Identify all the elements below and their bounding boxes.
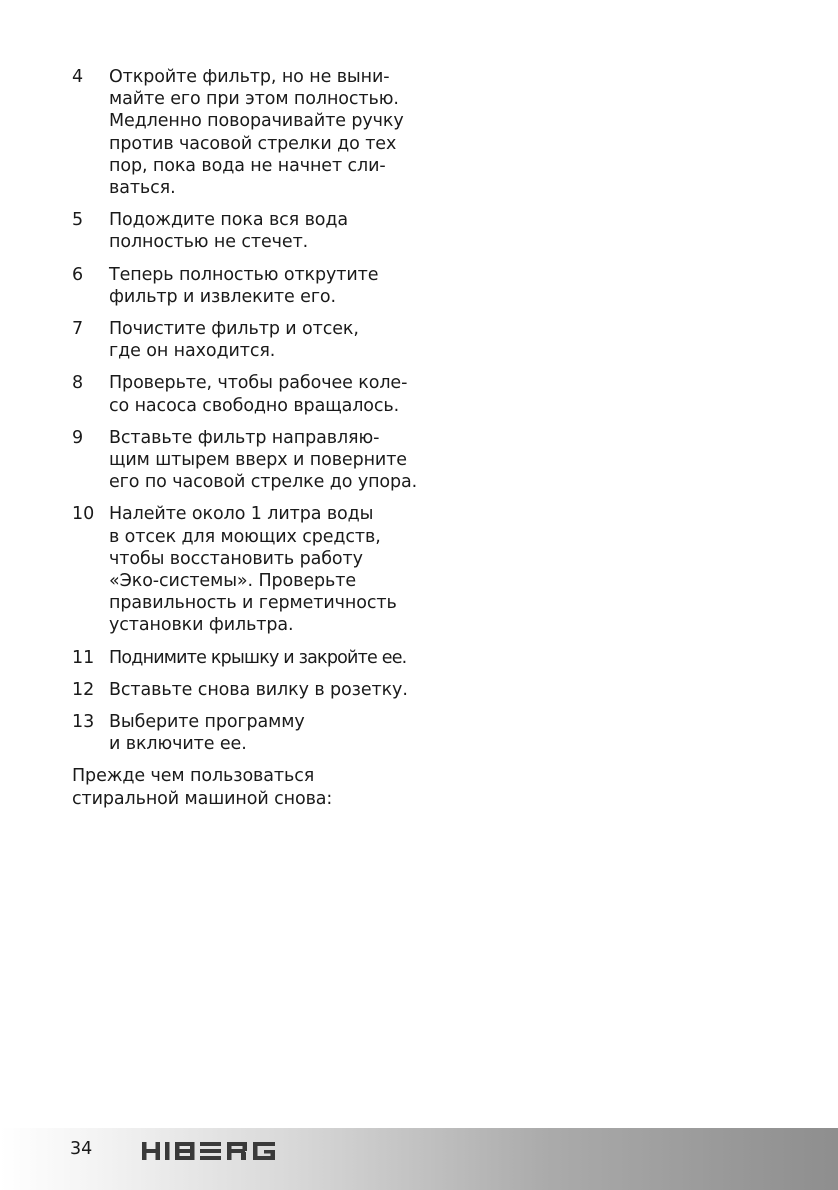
step-9 [72, 427, 432, 494]
page-footer [0, 1128, 838, 1190]
step-7 [72, 318, 432, 362]
step-number: 11 [72, 647, 95, 668]
step-text: Налейте около 1 литра воды в отсек для моющих средств, чтобы восстановить работу «Эко-системы». Проверьте правильность и герметичность установки фильтра. [109, 504, 397, 636]
step-4 [72, 66, 432, 199]
step-text: Вставьте снова вилку в розетку. [109, 679, 408, 700]
closing-paragraph: Прежде чем пользоваться стиральной машиной снова: [72, 766, 333, 809]
step-8 [72, 372, 432, 416]
step-number: 9 [72, 427, 84, 448]
step-text: Почистите фильтр и отсек, где он находится. [109, 319, 359, 362]
step-number: 12 [72, 679, 95, 700]
step-number: 4 [72, 67, 84, 87]
step-number: 10 [72, 504, 95, 525]
step-number: 5 [72, 210, 84, 231]
step-text: Выберите программу и включите ее. [109, 712, 305, 755]
page-number: 34 [70, 1139, 93, 1159]
step-number: 13 [72, 712, 95, 733]
step-13 [72, 711, 432, 755]
step-12 [72, 679, 432, 701]
step-6 [72, 264, 432, 308]
step-number: 6 [72, 264, 84, 285]
instruction-list [72, 66, 432, 810]
step-text: Откройте фильтр, но не выни- майте его при этом полностью. Медленно поворачивайте ручку против часовой стрелки до тех пор, пока вода не начнет сли- ваться. [109, 67, 404, 199]
step-11 [72, 647, 432, 669]
step-number: 7 [72, 319, 84, 340]
step-5 [72, 209, 432, 253]
hiberg-logo [140, 1139, 290, 1163]
step-10 [72, 503, 432, 636]
step-text: Теперь полностью открутите фильтр и извлеките его. [109, 264, 379, 307]
step-text: Подождите пока вся вода полностью не стечет. [109, 210, 349, 253]
step-text: Поднимите крышку и закройте ее. [109, 647, 407, 668]
step-text: Проверьте, чтобы рабочее коле- со насоса свободно вращалось. [109, 373, 408, 416]
step-number: 8 [72, 373, 84, 394]
step-text: Вставьте фильтр направляю- щим штырем вверх и поверните его по часовой стрелке до упора. [109, 427, 418, 493]
